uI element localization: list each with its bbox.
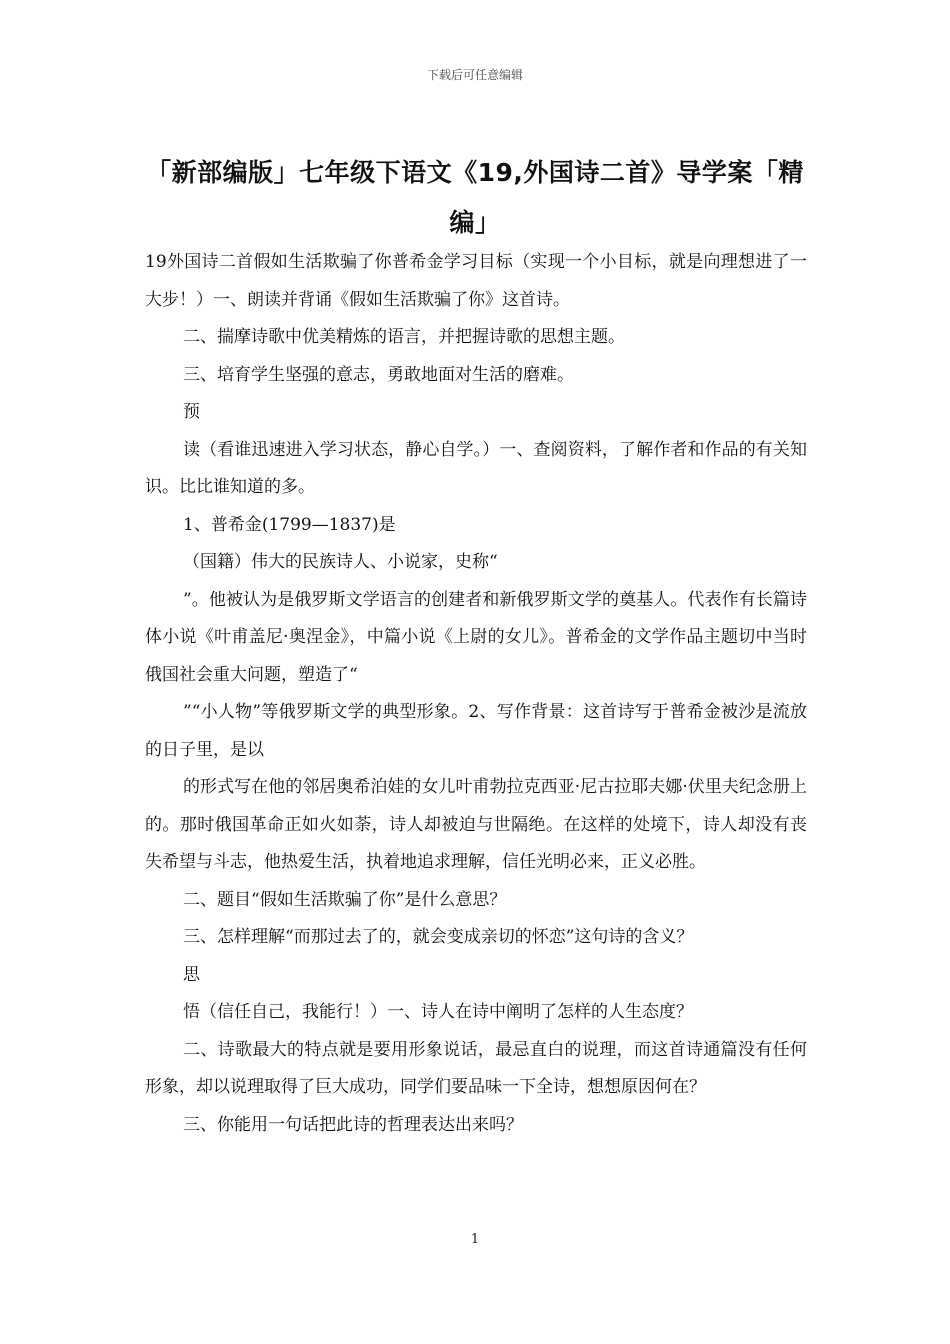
paragraph: 三、培育学生坚强的意志，勇敢地面对生活的磨难。 (183, 364, 574, 385)
paragraph: 三、你能用一句话把此诗的哲理表达出来吗？ (183, 1114, 523, 1135)
page-number: 1 (470, 1232, 480, 1247)
paragraph: ”“小人物”等俄罗斯文学的典型形象。2、写作背景：这首诗写于普希金被沙是流放的日子里，是以 (145, 702, 807, 760)
paragraph: 悟（信任自己，我能行！）一、诗人在诗中阐明了怎样的人生态度？ (183, 1002, 693, 1022)
paragraph: 二、题目“假如生活欺骗了你”是什么意思？ (183, 889, 507, 910)
document-body (145, 244, 807, 1144)
paragraph: 三、怎样理解“而那过去了的，就会变成亲切的怀恋”这句诗的含义？ (183, 927, 694, 947)
document-title: 「新部编版」七年级下语文《19,外国诗二首》导学案「精编」 (146, 158, 804, 237)
paragraph: 读（看谁迅速进入学习状态，静心自学。）一、查阅资料，了解作者和作品的有关知识。比比谁知道的多。 (145, 439, 807, 497)
paragraph: 19外国诗二首假如生活欺骗了你普希金学习目标（实现一个小目标，就是向理想进了一大步！）一、朗读并背诵《假如生活欺骗了你》这首诗。 (145, 252, 807, 310)
paragraph: ”。他被认为是俄罗斯文学语言的创建者和新俄罗斯文学的奠基人。代表作有长篇诗体小说《叶甫盖尼·奥涅金》，中篇小说《上尉的女儿》。普希金的文学作品主题切中当时俄国社会重大问题，塑造了“ (145, 589, 807, 685)
paragraph: 1、普希金(1799—1837)是 (183, 514, 396, 535)
paragraph: 的形式写在他的邻居奥希泊娃的女儿叶甫勃拉克西亚·尼古拉耶夫娜·伏里夫纪念册上的。那时俄国革命正如火如荼，诗人却被迫与世隔绝。在这样的处境下，诗人却没有丧失希望与斗志，他热爱生活，执着地追求理解，信任光明必来，正义必胜。 (145, 777, 807, 872)
paragraph: 预 (183, 402, 200, 422)
paragraph: 二、诗歌最大的特点就是要用形象说话，最忌直白的说理，而这首诗通篇没有任何形象，却以说理取得了巨大成功，同学们要品味一下全诗，想想原因何在？ (145, 1039, 807, 1097)
paragraph: 二、揣摩诗歌中优美精炼的语言，并把握诗歌的思想主题。 (183, 327, 625, 347)
paragraph: （国籍）伟大的民族诗人、小说家，史称“ (183, 552, 498, 572)
header-note: 下载后可任意编辑 (426, 68, 523, 82)
paragraph: 思 (183, 964, 200, 985)
